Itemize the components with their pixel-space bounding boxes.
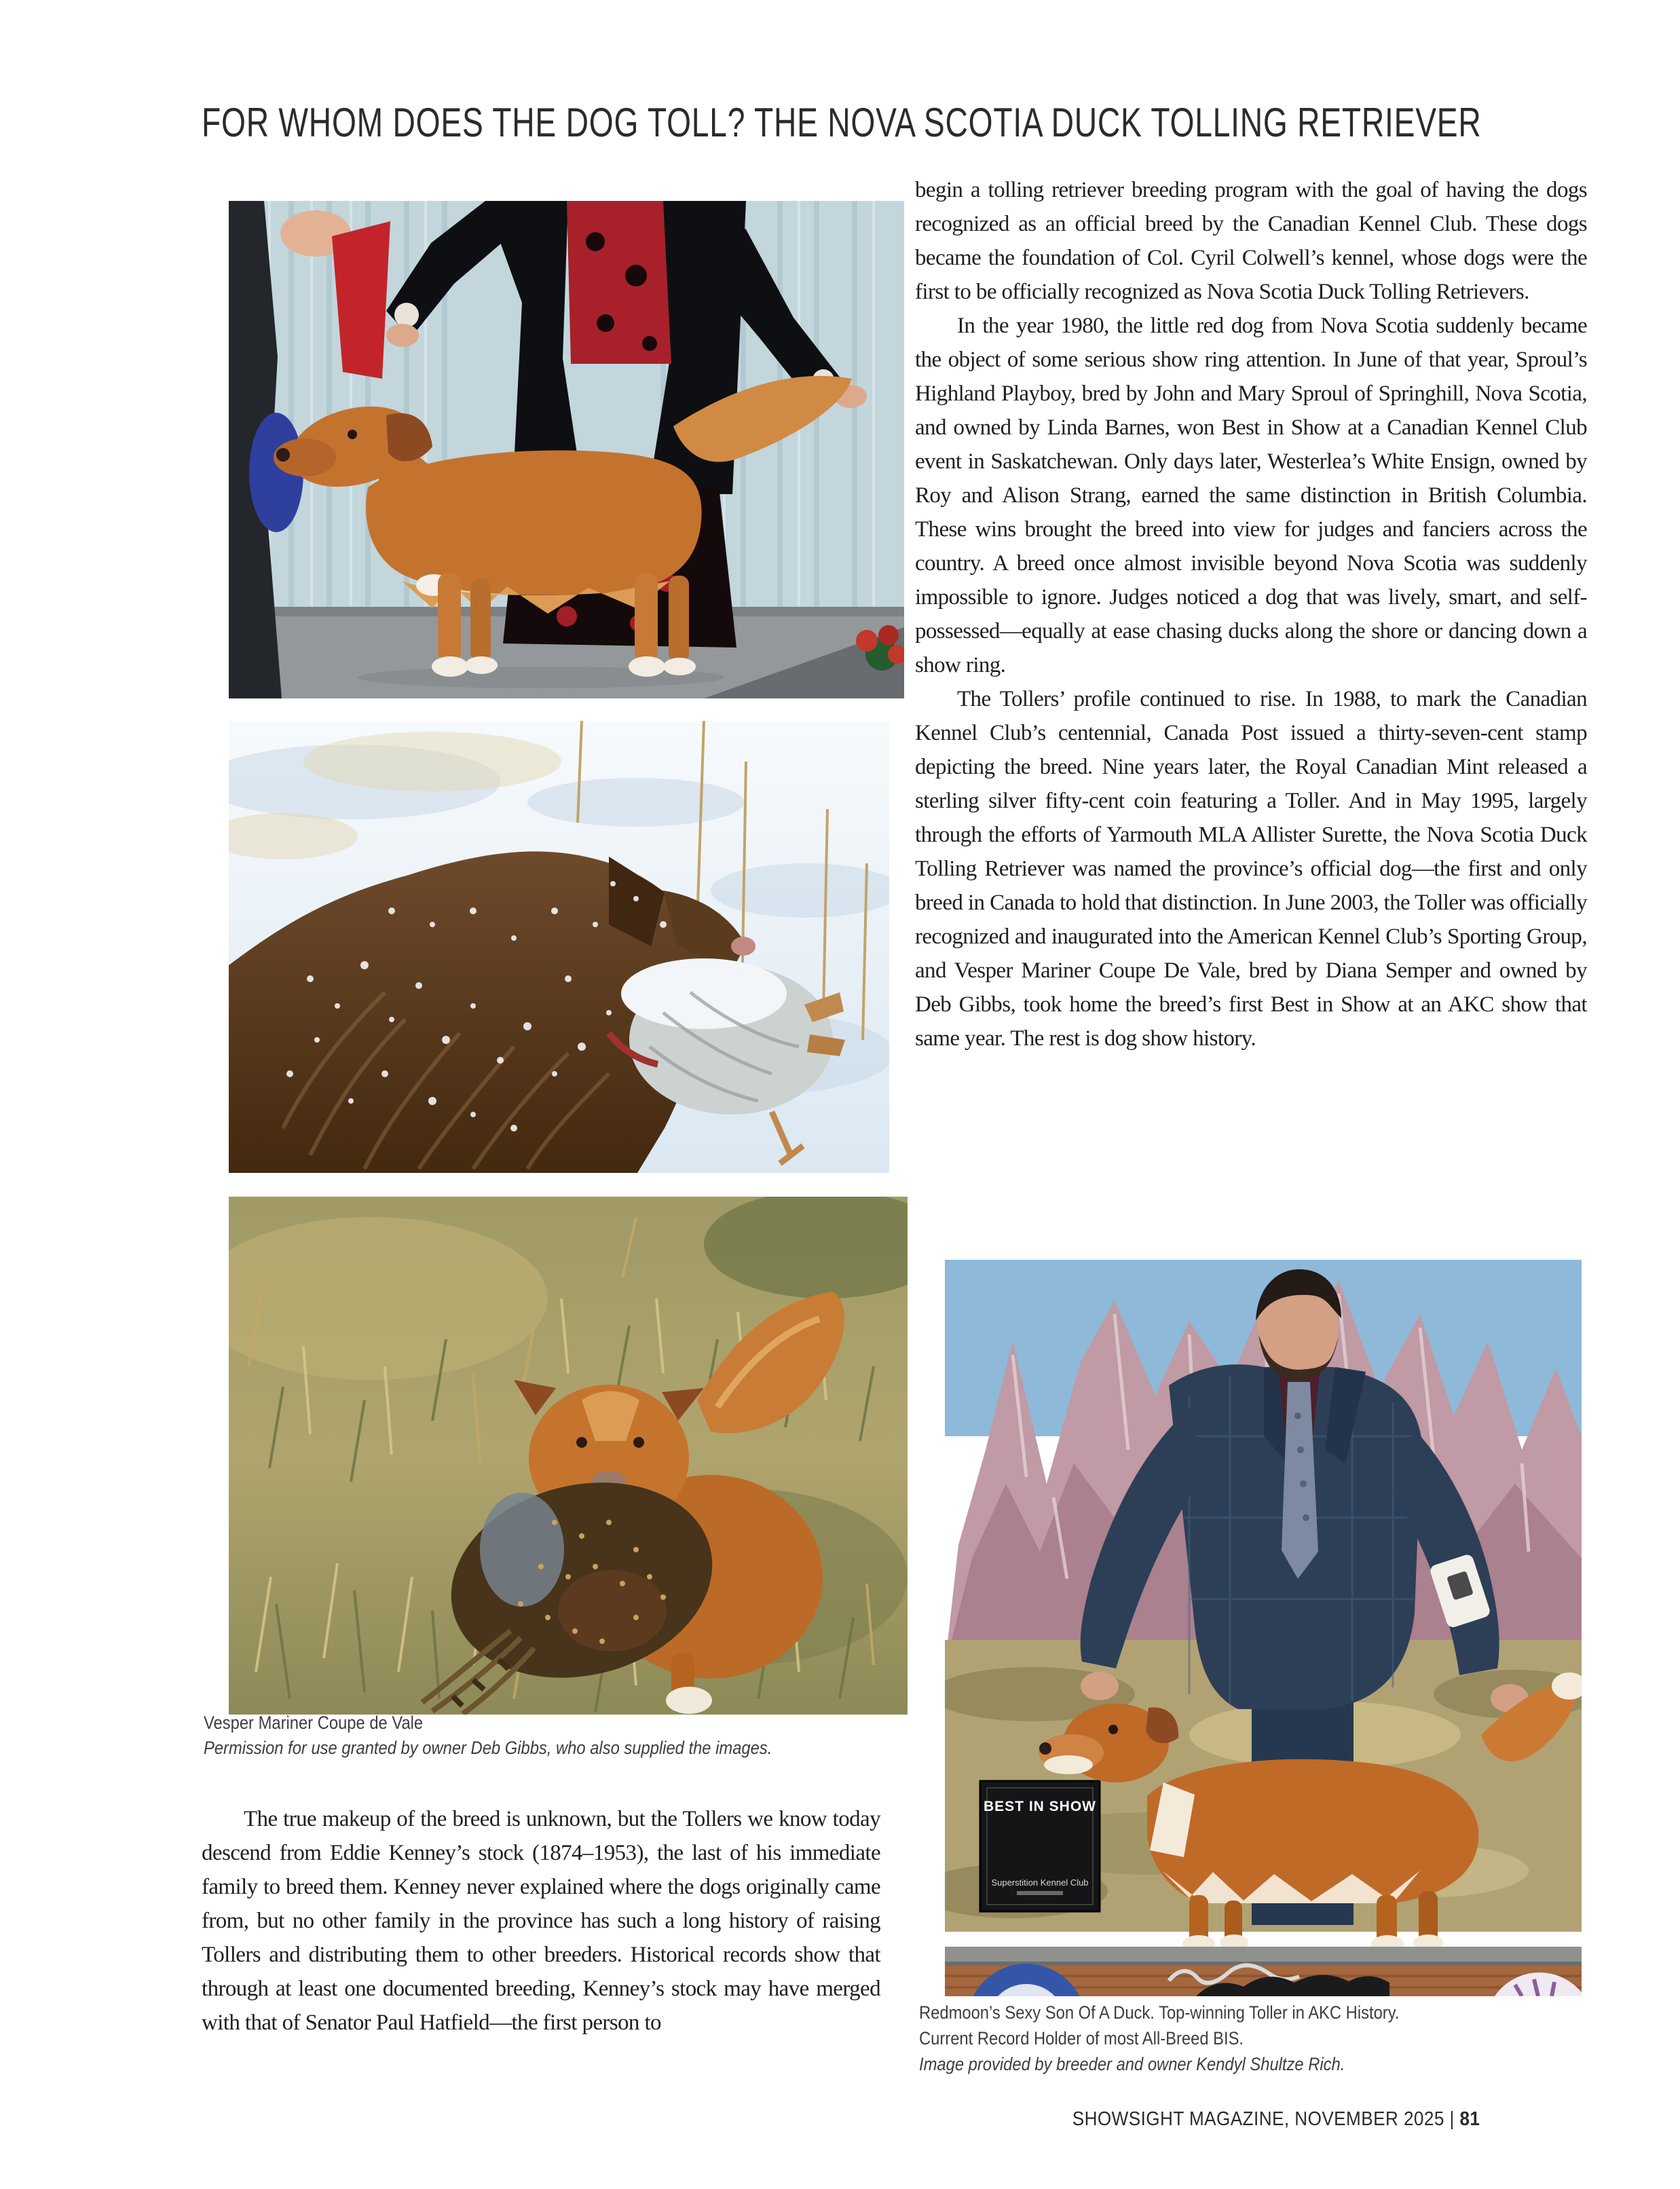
left-column [202,1802,880,2040]
best-in-show-sign [980,1781,1100,1911]
best-in-show-illustration [945,1260,1582,1996]
photo-best-in-show [945,1260,1582,1996]
right-col-paragraph-2: In the year 1980, the little red dog from Nova Scotia suddenly became the object of some serious show ring attention. In June of that year, Sproul’s Highland Playboy, bred by John and Mary Sproul of Springhill, Nova Scotia, and owned by Linda Barnes, won Best in Show at a Canadian Kennel Club event in Saskatchewan. Only days later, Westerlea’s White Ensign, owned by Roy and Alison Strang, earned the same distinction in British Columbia. These wins brought the breed into view for judges and fanciers across the country. A breed once almost invisible beyond Nova Scotia was suddenly impossible to ignore. Judges noticed a dog that was lively, smart, and self-possessed—equally at ease chasing ducks along the shore or dancing down a show ring. [915,314,1587,677]
dog-nose [1039,1742,1051,1755]
caption-vesper [204,1710,772,1761]
dog-body [1147,1759,1478,1903]
right-column [915,173,1587,1055]
field-illustration [229,1197,908,1715]
photo-show-ring-toller [229,201,904,698]
left-col-paragraph-1: The true makeup of the breed is unknown, but the Tollers we know today descend from Eddie Kenney’s stock (1874–1953), the last of his immediate family to breed them. Kenney never explained where the dogs originally came from, but no other family in the province has such a long history of raising Tollers and distributing them to other breeders. Historical records show that through at least one documented breeding, Kenney’s stock may have merged with that of Senator Paul Hatfield—the first person to [202,1807,880,2035]
footer-page-number: 81 [1459,2108,1480,2130]
caption-redmoon-line2: Current Record Holder of most All-Breed BIS. [919,2028,1244,2048]
dog-eye-left [576,1437,587,1448]
photo-field-pheasant [229,1197,908,1715]
caption-vesper-line1: Vesper Mariner Coupe de Vale [204,1713,424,1733]
show-ring-illustration [229,201,904,698]
dog-eye [348,430,357,439]
best-in-show-sign-text: BEST IN SHOW [983,1799,1097,1814]
kennel-club-placard-text: Superstition Kennel Club [991,1877,1089,1888]
dog-nose [731,937,755,956]
handler-left-hand [386,324,419,347]
caption-vesper-credit: Permission for use granted by owner Deb Gibbs, who also supplied the images. [204,1738,772,1758]
caption-redmoon-credit: Image provided by breeder and owner Kendyl Shultze Rich. [919,2054,1345,2074]
dog-nose [276,448,290,462]
page-title: FOR WHOM DOES THE DOG TOLL? THE NOVA SCOTIA DUCK TOLLING RETRIEVER [202,100,1482,145]
photo-snow-retrieve [229,721,889,1173]
right-col-paragraph-3: The Tollers’ profile continued to rise. In 1988, to mark the Canadian Kennel Club’s centennial, Canada Post issued a thirty-seven-cent stamp depicting the breed. Nine years later, the Royal Canadian Mint released a sterling silver fifty-cent coin featuring a Toller. And in May 1995, largely through the efforts of Yarmouth MLA Allister Surette, the Nova Scotia Duck Tolling Retriever was named the province’s official dog—the first and only breed in Canada to hold that distinction. In June 2003, the Toller was officially recognized and inaugurated into the American Kennel Club’s Sporting Group, and Vesper Mariner Coupe De Vale, bred by Diana Semper and owned by Deb Gibbs, took home the breed’s first Best in Show at an AKC show that same year. The rest is dog show history. [915,687,1587,1051]
footer-magazine-text: SHOWSIGHT MAGAZINE, NOVEMBER 2025 | [1072,2108,1460,2130]
white-paw [666,1687,712,1714]
dog-eye-right [633,1437,644,1448]
dog-eye [1108,1725,1118,1734]
snow-illustration [229,721,889,1173]
man-left-hand [1081,1672,1119,1700]
caption-redmoon [919,2000,1399,2077]
caption-redmoon-line1: Redmoon’s Sexy Son Of A Duck. Top-winning Toller in AKC History. [919,2002,1400,2023]
right-col-paragraph-1: begin a tolling retriever breeding program with the goal of having the dogs recognized as an official breed by the Canadian Kennel Club. These dogs became the foundation of Col. Cyril Colwell’s kennel, whose dogs were the first to be officially recognized as Nova Scotia Duck Tolling Retrievers. [915,178,1587,304]
white-cuff [394,303,419,327]
page-footer [1072,2108,1480,2131]
